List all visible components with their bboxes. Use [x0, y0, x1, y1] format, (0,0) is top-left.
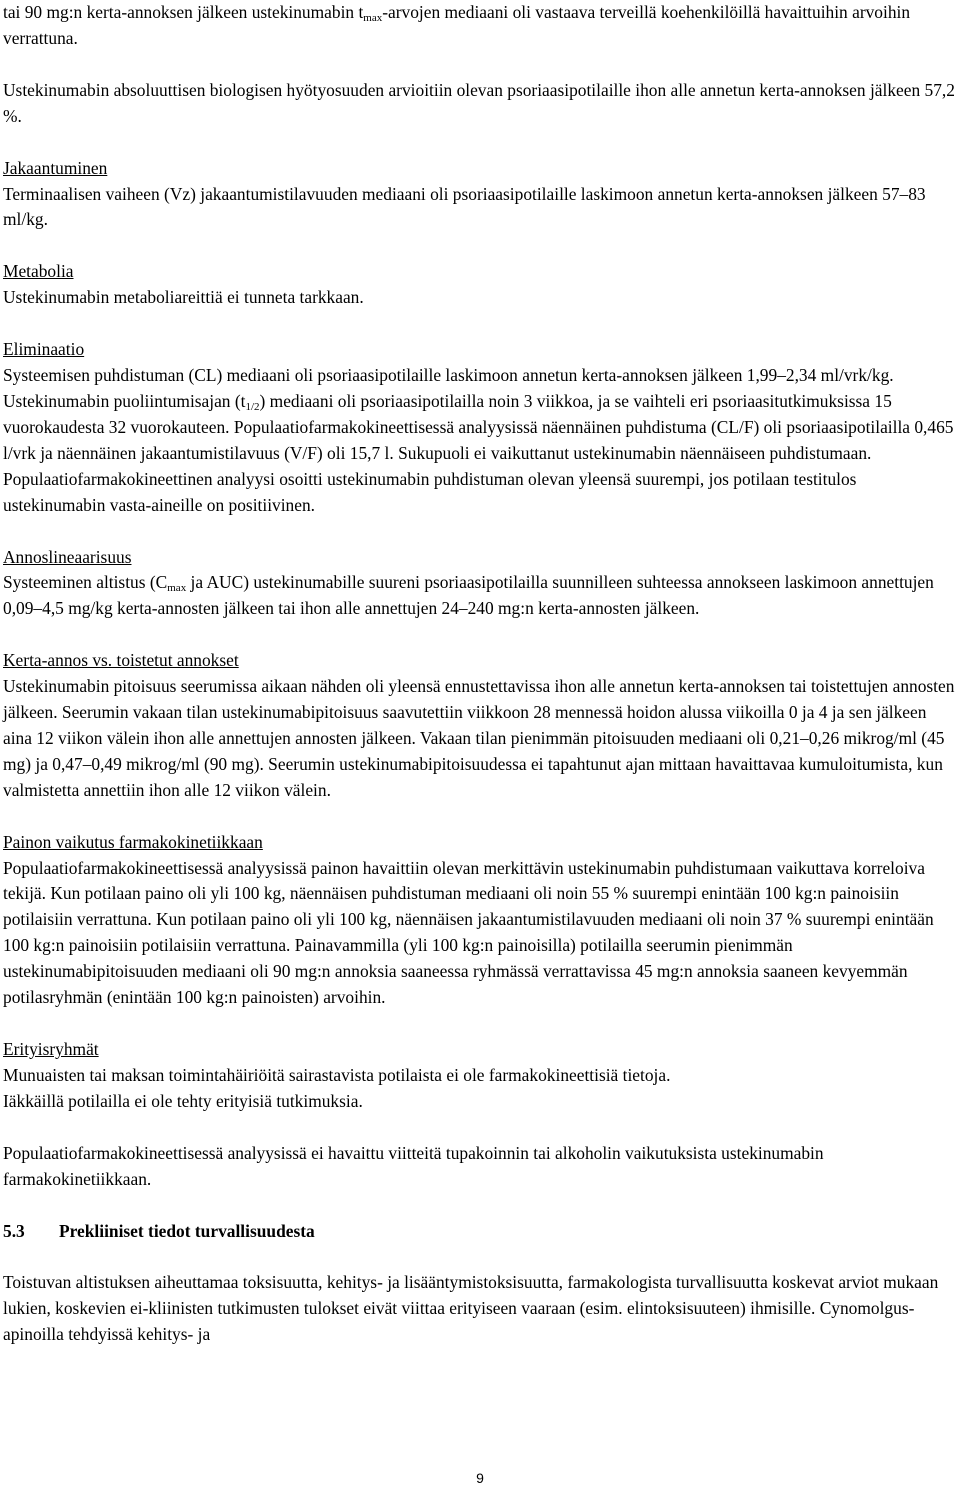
eliminaatio-text-b: ) mediaani oli psoriaasipotilailla noin 3 viikkoa, ja se vaihteli eri psoriaasitutkimuksissa 15 vuorokaudesta 32 vuorokauteen. Populaatiofarmakokineettisessä analyysissä näennäinen puhdistuma (CL/F) oli psoriaasipotilailla 0,465 l/vrk ja näennäinen jakaantumistilavuus (V/F) oli 15,7 l. Sukupuoli ei vaikuttanut ustekinumabin näennäiseen puhdistumaan. Populaatiofarmakokineettinen analyysi osoitti ustekinumabin puhdistuman olevan yleensä suurempi, jos potilaan testitulos ustekinumabin vasta-aineille on positiivinen.	[3, 390, 954, 515]
erityisryhmat-line-1: Munuaisten tai maksan toimintahäiriöitä sairastavista potilaista ei ole farmakokineettisiä tietoja.	[3, 1064, 671, 1085]
heading-jakaantuminen: Jakaantuminen	[3, 157, 108, 178]
eliminaatio-text-a: Systeemisen puhdistuman (CL) mediaani oli psoriaasipotilaille laskimoon annetun kerta-annoksen jälkeen 1,99–2,34 ml/vrk/kg. Ustekinumabin puoliintumisajan (t	[3, 365, 894, 411]
metabolia-text: Ustekinumabin metaboliareittiä ei tunneta tarkkaan.	[3, 287, 364, 308]
intro-text-b: -arvojen mediaani oli vastaava terveillä koehenkilöillä havaittuihin arvoihin verrattuna.	[3, 2, 911, 48]
heading-painon-vaikutus: Painon vaikutus farmakokinetiikkaan	[3, 831, 263, 852]
heading-erityisryhmat: Erityisryhmät	[3, 1039, 99, 1059]
annoslineaarisuus-text-b: ja AUC) ustekinumabille suureni psoriaasipotilailla suunnilleen suhteessa annokseen laskimoon annettujen 0,09–4,5 mg/kg kerta-annosten jälkeen tai ihon alle annettujen 24–240 mg:n kerta-annosten jälkeen.	[3, 572, 934, 619]
half-life-subscript: 1/2	[245, 400, 260, 413]
section-5-3-text: Toistuvan altistuksen aiheuttamaa toksisuutta, kehitys- ja lisääntymistoksisuutta, farmakologista turvallisuutta koskevat arviot mukaan lukien, koskevien ei-kliinisten tutkimusten tulokset eivät viittaa erityiseen vaaraan (esim. elintoksisuuteen) ihmisille. Cynomolgus-apinoilla tehdyissä kehitys- ja	[3, 1272, 939, 1345]
tmax-subscript: max	[363, 12, 383, 24]
jakaantuminen-text: Terminaalisen vaiheen (Vz) jakaantumistilavuuden mediaani oli psoriaasipotilaille laskimoon annetun kerta-annoksen jälkeen 57–83 ml/kg.	[3, 183, 926, 230]
intro-text-a: tai 90 mg:n kerta-annoksen jälkeen ustekinumabin t	[3, 2, 364, 22]
heading-eliminaatio: Eliminaatio	[3, 339, 85, 360]
intro-paragraph-2: Ustekinumabin absoluuttisen biologisen hyötyosuuden arvioitiin olevan psoriaasipotilaille ihon alle annetun kerta-annoksen jälkeen 57,2 %.	[3, 79, 955, 126]
section-number: 5.3	[3, 1220, 25, 1241]
cmax-subscript: max	[167, 582, 187, 595]
kerta-annos-text: Ustekinumabin pitoisuus seerumissa aikaan nähden oli yleensä ennustettavissa ihon alle annetun kerta-annoksen tai toistettujen annosten jälkeen. Seerumin vakaan tilan ustekinumabipitoisuus saavutettiin viikkoon 28 mennessä hoidon alussa viikoilla 0 ja 4 ja sen jälkeen aina 12 viikon välein ihon alle annettujen annosten jälkeen. Vakaan tilan pienimmän pitoisuuden mediaani oli 0,21–0,26 mikrog/ml (45 mg) ja 0,47–0,49 mikrog/ml (90 mg). Seerumin ustekinumabipitoisuudessa ei tapahtunut ajan mittaan havaittavaa kumuloitumista, kun valmistetta annettiin ihon alle 12 viikon välein.	[3, 676, 955, 800]
annoslineaarisuus-text-a: Systeeminen altistus (C	[3, 572, 168, 593]
erityisryhmat-line-2: Iäkkäillä potilailla ei ole tehty erityisiä tutkimuksia.	[3, 1090, 363, 1111]
erityisryhmat-paragraph-2: Populaatiofarmakokineettisessä analyysissä ei havaittu viitteitä tupakoinnin tai alkoholin vaikutuksista ustekinumabin farmakokinetiikkaan.	[3, 1142, 824, 1189]
intro-paragraph-1	[3, 0, 958, 52]
section-title: Prekliiniset tiedot turvallisuudesta	[59, 1220, 315, 1241]
eliminaatio-text	[3, 363, 958, 518]
heading-kerta-annos: Kerta-annos vs. toistetut annokset	[3, 650, 239, 671]
section-heading-5-3	[3, 1219, 958, 1245]
heading-annoslineaarisuus: Annoslineaarisuus	[3, 546, 132, 567]
painon-vaikutus-text: Populaatiofarmakokineettisessä analyysissä painon havaittiin olevan merkittävin ustekinumabin puhdistumaan vaikuttava korreloiva tekijä. Kun potilaan paino oli yli 100 kg, näennäisen puhdistuman mediaani oli noin 55 % suurempi enintään 100 kg:n painoisiin potilaisiin verrattuna. Kun potilaan paino oli yli 100 kg, näennäisen jakaantumistilavuuden mediaani oli noin 37 % suurempi enintään 100 kg:n painoisiin potilaisiin verrattuna. Painavammilla (yli 100 kg:n painoisilla) potilailla seerumin pienimmän ustekinumabipitoisuuden mediaani oli 90 mg:n annoksia saaneessa ryhmässä verrattavissa 45 mg:n annoksia saaneen kevyemmän potilasryhmän (enintään 100 kg:n painoisten) arvoihin.	[3, 857, 934, 1008]
page-number: 9	[476, 1470, 484, 1486]
annoslineaarisuus-text	[3, 570, 958, 622]
document-page	[3, 0, 958, 1348]
heading-metabolia: Metabolia	[3, 261, 74, 282]
